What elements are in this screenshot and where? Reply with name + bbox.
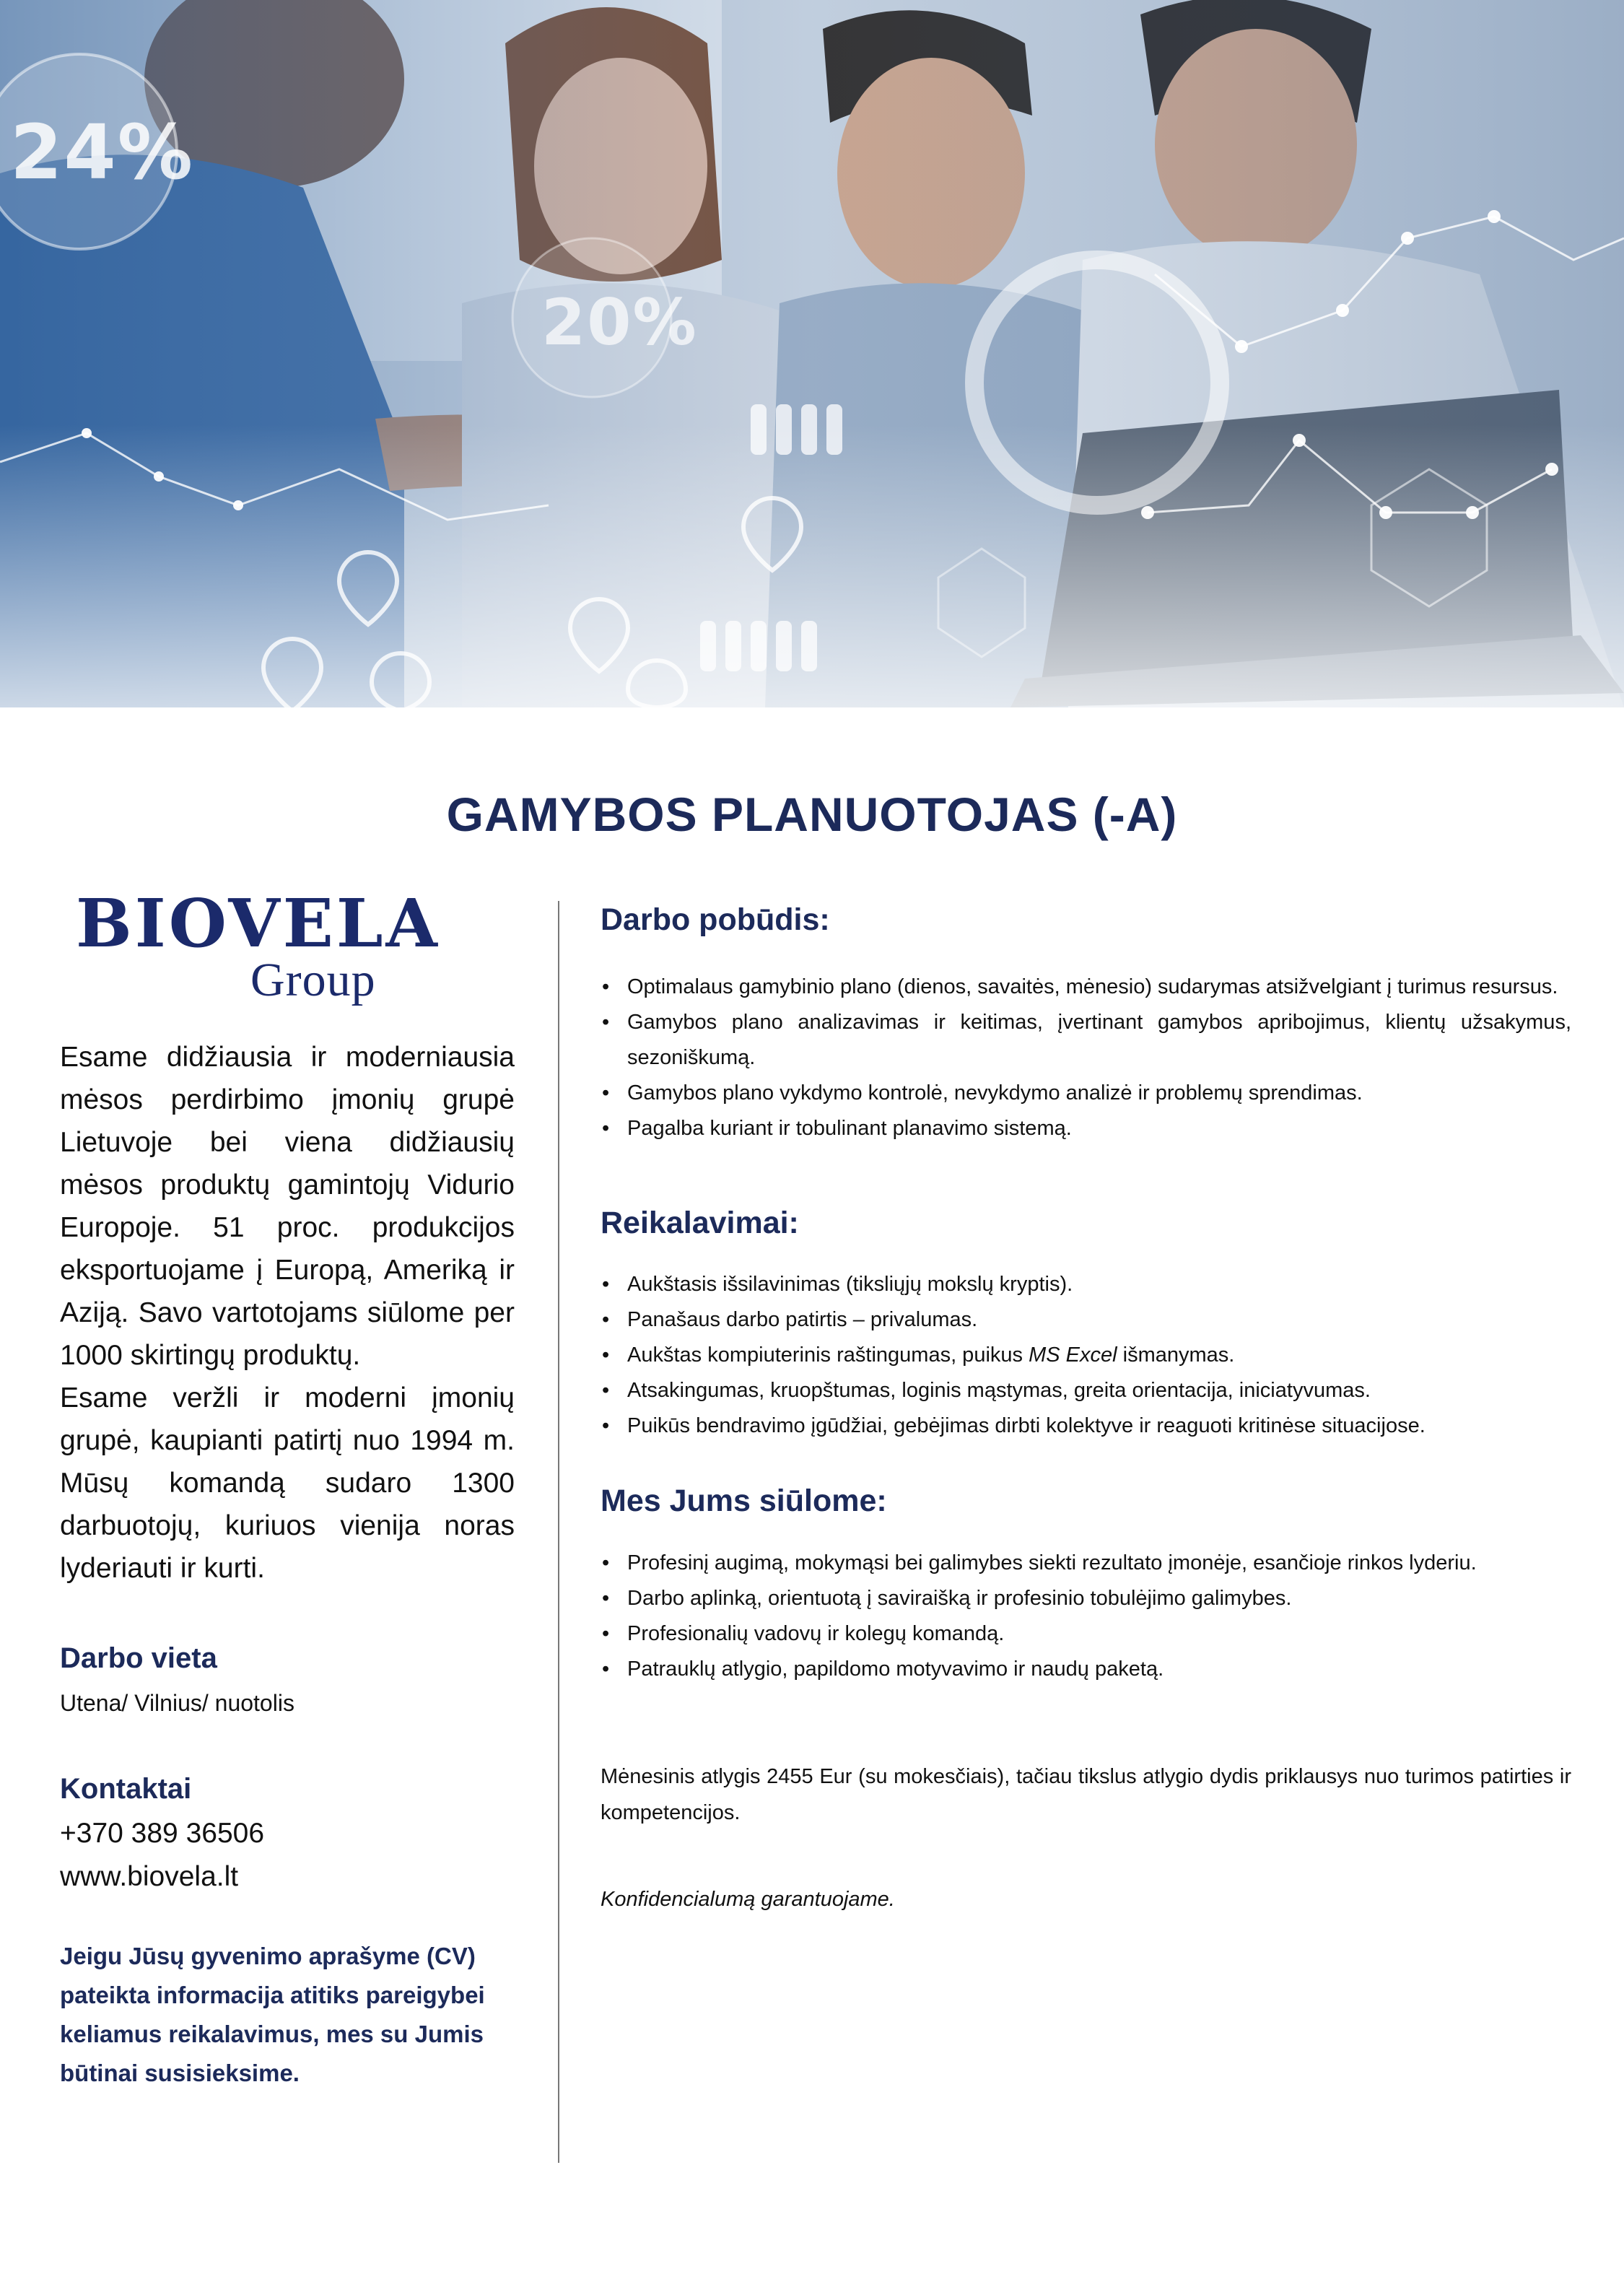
bullet: • <box>602 1551 610 1574</box>
column-divider <box>558 901 559 2163</box>
logo-wordmark: BIOVELA <box>76 884 440 962</box>
bullet: • <box>602 1379 610 1402</box>
list-item: • Puikūs bendravimo įgūdžiai, gebėjimas dirbti kolektyve ir reaguoti kritinėse situacijose. <box>601 1408 1571 1444</box>
bullet: • <box>602 1117 610 1140</box>
list-item: • Profesionalių vadovų ir kolegų komandą. <box>601 1616 1571 1652</box>
list-item: • Profesinį augimą, mokymąsi bei galimybes siekti rezultato įmonėje, esančioje rinkos lyderiu. <box>601 1546 1571 1581</box>
hero-image <box>0 0 1624 707</box>
workplace-heading: Darbo vieta <box>60 1642 217 1674</box>
salary-text: Mėnesinis atlygis 2455 Eur (su mokesčiais), tačiau tikslus atlygio dydis priklausys nuo turimos patirties ir kompetencijos. <box>601 1765 1571 1824</box>
job-nature-heading: Darbo pobūdis: <box>601 902 830 937</box>
offer-heading: Mes Jums siūlome: <box>601 1484 887 1518</box>
list-item: • Gamybos plano analizavimas ir keitimas, įvertinant gamybos apribojimus, klientų užsakymus, sezoniškumą. <box>601 1005 1571 1076</box>
contacts-heading: Kontaktai <box>60 1773 192 1805</box>
logo-subtitle: Group <box>250 954 376 1006</box>
job-title: GAMYBOS PLANUOTOJAS (-A) <box>446 788 1178 841</box>
list-item: • Aukštas kompiuterinis raštingumas, puikus MS Excel išmanymas. <box>601 1338 1571 1373</box>
job-nature-list <box>601 970 1571 1146</box>
bullet: • <box>602 1622 610 1645</box>
list-item: • Patrauklų atlygio, papildomo motyvavimo ir naudų paketą. <box>601 1652 1571 1687</box>
bullet: • <box>602 1414 610 1437</box>
percentage-overlay-20: 20% <box>541 285 698 360</box>
bullet: • <box>602 975 610 998</box>
about-paragraph: Esame didžiausia ir moderniausia mėsos perdirbimo įmonių grupė Lietuvoje bei viena didžiausių mėsos produktų gamintojų Vidurio Europoje. 51 proc. produkcijos eksportuojame į Europą, Ameriką ir Aziją. Savo vartotojams siūlome per 1000 skirtingų produktų. <box>60 1042 515 1371</box>
about-paragraph: Esame veržli ir moderni įmonių grupė, kaupianti patirtį nuo 1994 m. Mūsų komandą sudaro 1300 darbuotojų, kuriuos vienija noras lyderiauti ir kurti. <box>60 1382 515 1584</box>
list-item: • Aukštasis išsilavinimas (tiksliųjų mokslų kryptis). <box>601 1267 1571 1302</box>
requirements-heading: Reikalavimai: <box>601 1206 799 1240</box>
contact-website-link[interactable]: www.biovela.lt <box>60 1861 239 1892</box>
workplace-value: Utena/ Vilnius/ nuotolis <box>60 1690 294 1716</box>
bullet: • <box>602 1657 610 1681</box>
hero-illustration <box>0 0 1624 707</box>
company-logo <box>69 884 440 1014</box>
cv-note: Jeigu Jūsų gyvenimo aprašyme (CV) pateikta informacija atitiks pareigybei keliamus reikalavimus, mes su Jumis būtinai susisieksime. <box>60 1943 485 2086</box>
bullet: • <box>602 1343 610 1367</box>
list-item: • Atsakingumas, kruopštumas, loginis mąstymas, greita orientacija, iniciatyvumas. <box>601 1373 1571 1408</box>
list-item: • Darbo aplinką, orientuotą į saviraišką ir profesinio tobulėjimo galimybes. <box>601 1581 1571 1616</box>
bullet: • <box>602 1308 610 1331</box>
list-item: • Panašaus darbo patirtis – privalumas. <box>601 1302 1571 1338</box>
company-description <box>60 1036 515 1590</box>
list-item: • Optimalaus gamybinio plano (dienos, savaitės, mėnesio) sudarymas atsižvelgiant į turimus resursus. <box>601 970 1571 1005</box>
bullet: • <box>602 1081 610 1105</box>
requirements-list <box>601 1267 1571 1444</box>
list-item: • Pagalba kuriant ir tobulinant planavimo sistemą. <box>601 1111 1571 1146</box>
bullet: • <box>602 1587 610 1610</box>
contact-phone[interactable]: +370 389 36506 <box>60 1818 265 1849</box>
list-item: • Gamybos plano vykdymo kontrolė, nevykdymo analizė ir problemų sprendimas. <box>601 1076 1571 1111</box>
bullet: • <box>602 1011 610 1034</box>
offer-list <box>601 1546 1571 1687</box>
bullet: • <box>602 1273 610 1296</box>
confidentiality-note: Konfidencialumą garantuojame. <box>601 1888 895 1911</box>
percentage-overlay-24: 24% <box>10 108 194 196</box>
